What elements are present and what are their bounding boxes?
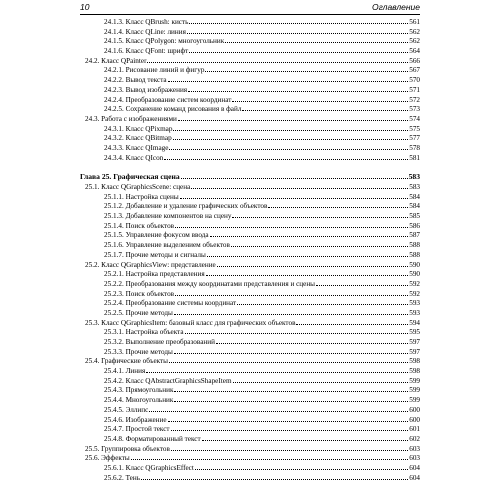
toc-entry[interactable] [80, 269, 420, 279]
toc-entry-page: 583 [408, 172, 420, 182]
dot-leader [174, 308, 408, 315]
toc-entry-title: 24.2. Класс QPainter [85, 56, 147, 65]
dot-leader [180, 192, 409, 199]
dot-leader [231, 240, 408, 247]
toc-entry[interactable] [80, 85, 420, 95]
toc-entry-title: 25.2.2. Преобразования между координатами представления и сцены [104, 279, 315, 288]
toc-entry-page: 573 [409, 105, 420, 114]
toc-entry[interactable] [80, 366, 420, 376]
dot-leader [233, 376, 409, 383]
toc-entry-page: 572 [409, 95, 420, 104]
dot-leader [174, 385, 408, 392]
toc-entry-page: 603 [409, 444, 420, 453]
toc-entry-title: 25.4.1. Линия [104, 367, 146, 376]
toc-entry[interactable] [80, 17, 420, 27]
toc-entry-title: 25.2.4. Преобразование системы координат [104, 299, 237, 308]
toc-entry-title: 25.2. Класс QGraphicsView: представление [85, 260, 216, 269]
toc-entry-page: 599 [409, 396, 420, 405]
dot-leader [217, 260, 408, 267]
toc-entry-title: 25.4.7. Простой текст [104, 425, 170, 434]
dot-leader [168, 415, 409, 422]
toc-entry-title: 25.4.6. Изображение [104, 415, 167, 424]
toc-entry-page: 561 [409, 18, 420, 26]
toc-entry-page: 581 [409, 153, 420, 162]
toc-entry[interactable] [80, 347, 420, 357]
dot-leader [171, 424, 409, 431]
dot-leader [189, 46, 408, 53]
dot-leader [232, 211, 408, 218]
toc-entry[interactable] [80, 230, 420, 240]
toc-entry-title: 25.3. Класс QGraphicsItem: базовый класс для графических объектов [85, 318, 296, 327]
toc-entry[interactable] [80, 327, 420, 337]
dot-leader [191, 182, 408, 189]
toc-entry-page: 583 [409, 183, 420, 191]
toc-entry-page: 592 [409, 289, 420, 298]
toc-entry[interactable] [80, 279, 420, 289]
toc-entry[interactable] [80, 65, 420, 75]
toc-entry-page: 585 [409, 212, 420, 221]
toc-entry[interactable] [80, 46, 420, 56]
toc-entry-title: 25.1.4. Поиск объектов [104, 221, 175, 230]
toc-entry-page: 571 [409, 85, 420, 94]
dot-leader [181, 172, 408, 179]
toc-entry-page: 586 [409, 221, 420, 230]
dot-leader [168, 75, 409, 82]
toc-entry-title: 24.3.2. Класс QBitmap [104, 134, 172, 143]
toc-entry-title: 24.2.5. Сохранение команд рисования в файл [104, 105, 242, 114]
dot-leader [147, 56, 408, 63]
toc-entry-page: 599 [409, 376, 420, 385]
toc-entry[interactable] [80, 114, 420, 124]
toc-entry-page: 603 [409, 454, 420, 463]
toc-chapter-entry[interactable] [80, 172, 420, 182]
toc-entry-title: 24.1.5. Класс QPolygon: многоугольник [104, 37, 225, 46]
toc-entry-title: 24.3.4. Класс QIcon [104, 153, 164, 162]
dot-leader [210, 230, 409, 237]
toc-entry[interactable] [80, 415, 420, 425]
toc-entry[interactable] [80, 36, 420, 46]
toc-entry-title: 25.1.6. Управление выделением объектов [104, 241, 230, 250]
dot-leader [205, 65, 408, 72]
toc-entry-title: Глава 25. Графическая сцена [80, 172, 180, 182]
toc-entry[interactable] [80, 337, 420, 347]
toc-entry[interactable] [80, 192, 420, 202]
toc-entry-page: 597 [409, 338, 420, 346]
toc-entry-title: 25.4.4. Многоугольник [104, 396, 174, 405]
toc-entry-title: 25.5. Группировка объектов [85, 444, 170, 453]
toc-entry-title: 25.3.2. Выполнение преобразований [104, 338, 215, 346]
toc-entry-title: 24.2.3. Вывод изображения [104, 85, 188, 94]
toc-entry-title: 25.4.8. Форматированный текст [104, 434, 201, 443]
toc-entry-page: 562 [409, 27, 420, 36]
toc-entry[interactable] [80, 453, 420, 463]
toc-entry-page: 601 [409, 425, 420, 434]
toc-entry[interactable] [80, 405, 420, 415]
dot-leader [195, 463, 408, 470]
toc-entry-page: 584 [409, 192, 420, 201]
table-of-contents [80, 17, 420, 482]
toc-entry-title: 25.6.1. Класс QGraphicsEffect [104, 463, 194, 472]
toc-entry-page: 584 [409, 202, 420, 211]
toc-entry[interactable] [80, 473, 420, 483]
dot-leader [189, 17, 408, 24]
dot-leader [178, 114, 408, 121]
toc-entry[interactable] [80, 143, 420, 153]
toc-entry-title: 25.6.2. Тень [104, 473, 140, 482]
toc-entry-title: 25.2.1. Настройка представления [104, 270, 205, 279]
toc-entry[interactable] [80, 104, 420, 114]
toc-entry[interactable] [80, 211, 420, 221]
dot-leader [202, 434, 409, 441]
toc-entry-page: 595 [409, 328, 420, 337]
toc-entry-title: 25.4.2. Класс QAbstractGraphicsShapeItem [104, 376, 232, 385]
toc-entry-title: 25.4.5. Эллипс [104, 405, 149, 414]
toc-entry-page: 588 [409, 250, 420, 259]
toc-entry-page: 575 [409, 124, 420, 133]
toc-entry[interactable] [80, 27, 420, 37]
toc-entry[interactable] [80, 56, 420, 66]
page-header [80, 2, 420, 15]
dot-leader [242, 104, 408, 111]
toc-entry-page: 578 [409, 143, 420, 152]
toc-entry-page: 604 [409, 473, 420, 482]
toc-entry-page: 564 [409, 47, 420, 56]
toc-entry-title: 25.4. Графические объекты [85, 357, 169, 366]
toc-entry-page: 592 [409, 279, 420, 288]
dot-leader [188, 85, 408, 92]
dot-leader [174, 395, 408, 402]
page-number: 10 [80, 2, 90, 12]
toc-entry-title: 25.3.3. Прочие методы [104, 347, 173, 356]
toc-entry-page: 574 [409, 114, 420, 123]
toc-entry[interactable] [80, 95, 420, 105]
toc-entry[interactable] [80, 75, 420, 85]
dot-leader [173, 133, 409, 140]
dot-leader [232, 95, 408, 102]
toc-entry-page: 599 [409, 386, 420, 395]
toc-entry-page: 590 [409, 260, 420, 269]
toc-entry-title: 24.1.3. Класс QBrush: кисть [104, 18, 189, 26]
toc-entry-title: 24.3.3. Класс QImage [104, 143, 169, 152]
toc-entry-page: 597 [409, 347, 420, 356]
toc-entry-title: 25.1.2. Добавление и удаление графических объектов [104, 202, 268, 211]
toc-entry-page: 567 [409, 66, 420, 75]
toc-entry-title: 25.1.7. Прочие методы и сигналы [104, 250, 206, 259]
dot-leader [169, 356, 408, 363]
toc-entry-page: 598 [409, 357, 420, 366]
toc-entry-title: 25.1.3. Добавление компонентов на сцену [104, 212, 232, 221]
dot-leader [131, 453, 408, 460]
toc-entry-page: 602 [409, 434, 420, 443]
toc-entry-title: 25.4.3. Прямоугольник [104, 386, 174, 395]
toc-entry-page: 566 [409, 56, 420, 65]
dot-leader [173, 124, 408, 131]
toc-entry-title: 25.3.1. Настройка объекта [104, 328, 184, 337]
dot-leader [185, 327, 409, 334]
toc-entry-page: 590 [409, 270, 420, 279]
toc-entry-title: 25.1. Класс QGraphicsScene: сцена [85, 183, 191, 191]
dot-leader [207, 250, 408, 257]
dot-leader [171, 444, 408, 451]
toc-entry-title: 24.3. Работа с изображениями [85, 114, 177, 123]
dot-leader [268, 201, 408, 208]
toc-entry[interactable] [80, 395, 420, 405]
toc-entry[interactable] [80, 308, 420, 318]
dot-leader [206, 269, 409, 276]
toc-entry-title: 25.1.5. Управление фокусом ввода [104, 231, 209, 240]
toc-entry[interactable] [80, 289, 420, 299]
toc-entry[interactable] [80, 424, 420, 434]
toc-entry-title: 24.2.2. Вывод текста [104, 76, 167, 85]
toc-entry-page: 594 [409, 318, 420, 327]
toc-entry[interactable] [80, 356, 420, 366]
toc-entry-page: 600 [409, 405, 420, 414]
toc-entry-title: 24.1.4. Класс QLine: линия [104, 27, 186, 36]
toc-entry-page: 604 [409, 463, 420, 472]
dot-leader [225, 36, 408, 43]
running-title: Оглавление [371, 2, 420, 12]
dot-leader [237, 298, 408, 305]
toc-entry-page: 562 [409, 37, 420, 46]
dot-leader [169, 143, 408, 150]
toc-entry-page: 600 [409, 415, 420, 424]
toc-entry-page: 587 [409, 231, 420, 240]
toc-entry[interactable] [80, 124, 420, 134]
toc-entry-title: 24.2.1. Рисование линий и фигур [104, 66, 205, 75]
dot-leader [175, 289, 408, 296]
dot-leader [164, 153, 408, 160]
dot-leader [187, 27, 408, 34]
dot-leader [174, 347, 408, 354]
dot-leader [216, 337, 408, 344]
toc-entry[interactable] [80, 153, 420, 163]
toc-entry[interactable] [80, 221, 420, 231]
dot-leader [296, 318, 408, 325]
toc-entry[interactable] [80, 298, 420, 308]
toc-entry[interactable] [80, 376, 420, 386]
dot-leader [316, 279, 408, 286]
toc-entry[interactable] [80, 463, 420, 473]
toc-entry-title: 25.2.3. Поиск объектов [104, 289, 175, 298]
toc-entry[interactable] [80, 240, 420, 250]
dot-leader [141, 473, 408, 480]
dot-leader [149, 405, 408, 412]
toc-entry-title: 25.1.1. Настройка сцены [104, 192, 179, 201]
toc-entry-title: 25.2.5. Прочие методы [104, 308, 173, 317]
toc-entry[interactable] [80, 250, 420, 260]
dot-leader [146, 366, 408, 373]
toc-entry-page: 593 [409, 299, 420, 308]
toc-entry[interactable] [80, 385, 420, 395]
toc-entry[interactable] [80, 444, 420, 454]
toc-entry[interactable] [80, 133, 420, 143]
dot-leader [175, 221, 408, 228]
toc-entry[interactable] [80, 260, 420, 270]
toc-entry-title: 24.3.1. Класс QPixmap [104, 124, 173, 133]
toc-entry-title: 25.6. Эффекты [85, 454, 130, 463]
toc-entry[interactable] [80, 182, 420, 192]
toc-entry-title: 24.2.4. Преобразование систем координат [104, 95, 232, 104]
toc-entry-page: 588 [409, 241, 420, 250]
section-gap [80, 162, 420, 172]
toc-entry-title: 24.1.6. Класс QFont: шрифт [104, 47, 189, 56]
toc-entry-page: 598 [409, 367, 420, 376]
toc-entry-page: 593 [409, 308, 420, 317]
toc-entry-page: 570 [409, 76, 420, 85]
toc-entry[interactable] [80, 201, 420, 211]
toc-entry[interactable] [80, 434, 420, 444]
toc-entry[interactable] [80, 318, 420, 328]
toc-entry-page: 577 [409, 134, 420, 143]
